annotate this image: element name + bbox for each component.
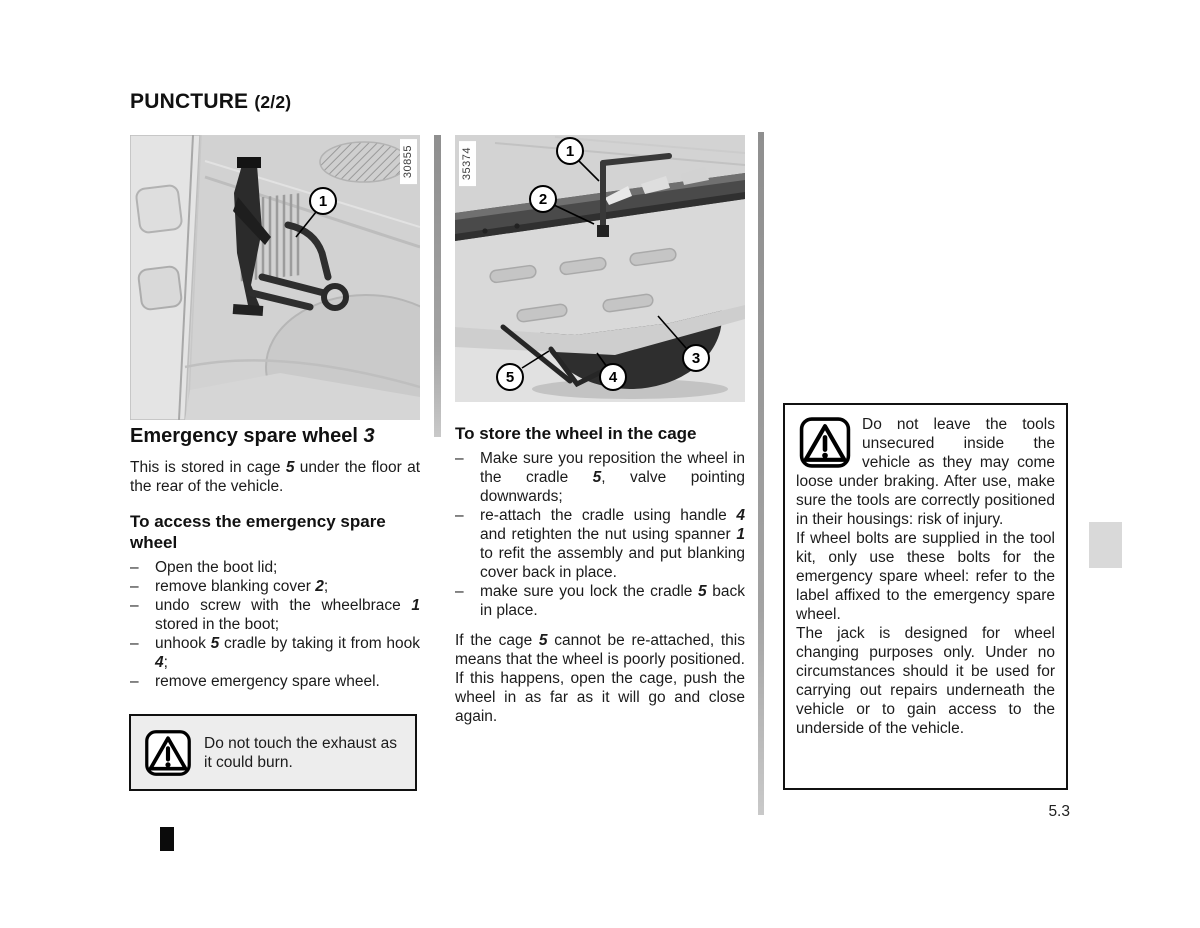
warning-paragraph-1	[796, 415, 1055, 529]
callout-2	[530, 186, 556, 212]
callout-1	[310, 188, 336, 214]
page-title	[130, 90, 291, 114]
list-item-text: undo screw with the wheelbrace 1 stored in the boot;	[155, 597, 420, 633]
column-divider	[758, 132, 764, 815]
warning-triangle-icon	[143, 729, 193, 777]
list-item	[130, 634, 420, 672]
callout-4	[600, 364, 626, 390]
svg-text:2: 2	[538, 191, 548, 208]
figure-boot-tools	[130, 135, 420, 420]
section-heading-emergency-spare-wheel: Emergency spare wheel 3	[130, 425, 375, 447]
access-steps-list	[130, 558, 420, 691]
svg-text:4: 4	[608, 369, 618, 386]
column-emergency-spare-wheel	[130, 424, 420, 691]
list-item	[130, 577, 420, 596]
svg-text:3: 3	[691, 350, 701, 367]
svg-text:5: 5	[505, 369, 515, 386]
callout-5	[497, 364, 523, 390]
callout-1	[557, 138, 583, 164]
dash-marker: –	[130, 578, 139, 595]
section-index-tab	[1089, 522, 1122, 568]
dash-marker: –	[130, 673, 139, 690]
svg-text:1: 1	[318, 193, 328, 210]
warning-paragraph-2: If wheel bolts are supplied in the tool kit, only use these bolts for the emergency spare wheel: refer to the label affixed to the emergency spare wheel.	[796, 530, 1055, 623]
warning-paragraph-3: The jack is designed for wheel changing purposes only. Under no circumstances should it be used for carrying out repairs underneath the vehicle or to gain access to the underside of the vehicle.	[796, 625, 1055, 737]
list-item	[455, 506, 745, 582]
warning-box-tools	[783, 403, 1068, 790]
list-item-text: Make sure you reposition the wheel in the cradle 5, valve pointing downwards;	[480, 450, 745, 505]
list-item-text: Open the boot lid;	[155, 559, 278, 576]
page-number: 5.3	[1048, 803, 1070, 820]
section-marker-tab	[160, 827, 174, 851]
dash-marker: –	[130, 635, 139, 652]
dash-marker: –	[455, 583, 464, 600]
dash-marker: –	[130, 559, 139, 576]
list-item	[455, 449, 745, 506]
list-item-text: remove blanking cover 2;	[155, 578, 329, 595]
page-title-suffix: (2/2)	[254, 92, 292, 112]
list-item	[455, 582, 745, 620]
figure-wheel-cage-drawing	[455, 135, 745, 402]
figure-photo-code: 35374	[459, 141, 476, 186]
list-item-text: remove emergency spare wheel.	[155, 673, 380, 690]
list-item	[130, 596, 420, 634]
store-steps-list	[455, 449, 745, 620]
column-store-wheel	[455, 423, 745, 726]
figure-divider	[434, 135, 441, 437]
subheading-store-wheel: To store the wheel in the cage	[455, 424, 697, 443]
list-item-text: unhook 5 cradle by taking it from hook 4;	[155, 635, 420, 671]
intro-paragraph: This is stored in cage 5 under the floor at the rear of the vehicle.	[130, 459, 420, 495]
list-item	[130, 558, 420, 577]
list-item	[130, 672, 420, 691]
warning-triangle-icon	[797, 416, 853, 469]
subheading-access-spare-wheel: To access the emergency spare wheel	[130, 512, 386, 552]
cage-reattach-paragraph: If the cage 5 cannot be re-attached, this means that the wheel is poorly positioned. If this happens, open the cage, push the wheel in as far as it will go and close again.	[455, 632, 745, 725]
page-title-main: PUNCTURE	[130, 90, 249, 113]
dash-marker: –	[455, 507, 464, 524]
dash-marker: –	[455, 450, 464, 467]
warning-text-exhaust: Do not touch the exhaust as it could burn.	[204, 734, 398, 771]
list-item-text: re-attach the cradle using handle 4 and retighten the nut using spanner 1 to refit the assembly and put blanking cover back in place.	[480, 507, 745, 581]
dash-marker: –	[130, 597, 139, 614]
callout-3	[683, 345, 709, 371]
figure-photo-code: 30855	[400, 139, 417, 184]
svg-text:1: 1	[565, 143, 575, 160]
warning-box-exhaust	[129, 714, 417, 791]
figure-boot-tools-drawing	[130, 135, 420, 420]
warning-text-1: Do not leave the tools unsecured inside the vehicle as they may come loose under braking. After use, make sure the tools are correctly positioned in their housings: risk of injury.	[796, 416, 1055, 528]
list-item-text: make sure you lock the cradle 5 back in place.	[480, 583, 745, 619]
figure-wheel-cage	[455, 135, 745, 402]
